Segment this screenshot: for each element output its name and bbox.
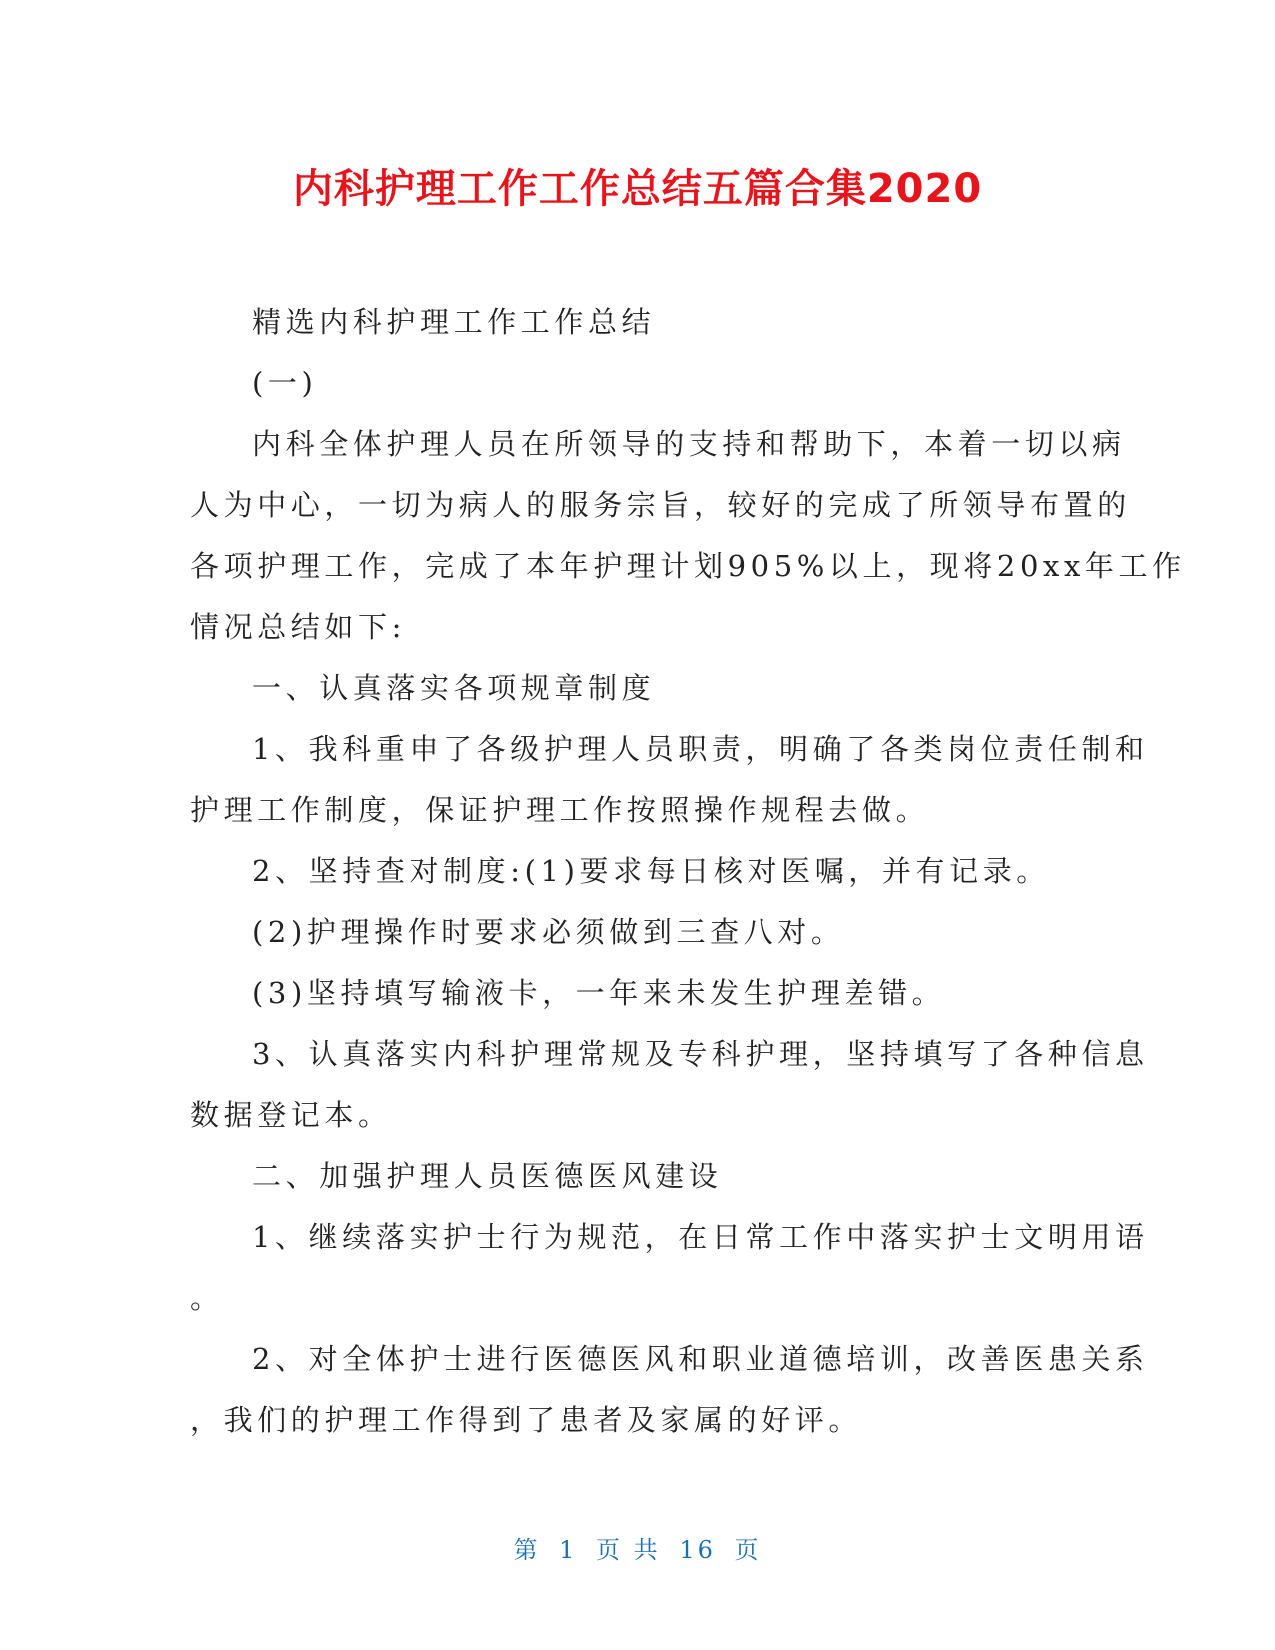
page-footer [0, 1535, 1275, 1565]
document-line: 二、加强护理人员医德医风建设 [252, 1159, 723, 1193]
footer-total-pages: 16 [679, 1536, 716, 1564]
document-line: 护理工作制度，保证护理工作按照操作规程去做。 [190, 793, 930, 827]
document-line: 数据登记本。 [190, 1098, 392, 1132]
document-body [190, 292, 1186, 1451]
document-line: 。 [190, 1281, 224, 1315]
document-line: 内科全体护理人员在所领导的支持和帮助下，本着一切以病 [252, 427, 1126, 461]
footer-page-number: 1 [559, 1536, 578, 1564]
document-line: 精选内科护理工作工作总结 [252, 305, 656, 339]
document-line: 2、对全体护士进行医德医风和职业道德培训，改善医患关系 [252, 1342, 1149, 1376]
document-line: (2)护理操作时要求必须做到三查八对。 [252, 915, 845, 949]
document-line: (3)坚持填写输液卡，一年来未发生护理差错。 [252, 976, 946, 1010]
document-line: 人为中心，一切为病人的服务宗旨，较好的完成了所领导布置的 [190, 488, 1131, 522]
document-line: 一、认真落实各项规章制度 [252, 671, 656, 705]
footer-suffix: 页 [734, 1536, 762, 1564]
document-line: 3、认真落实内科护理常规及专科护理，坚持填写了各种信息 [252, 1037, 1149, 1071]
footer-middle: 页 共 [596, 1536, 661, 1564]
document-line: 情况总结如下: [190, 610, 406, 644]
document-line: 各项护理工作，完成了本年护理计划905%以上，现将20xx年工作 [190, 549, 1186, 583]
footer-prefix: 第 [513, 1536, 541, 1564]
document-line: 1、我科重申了各级护理人员职责，明确了各类岗位责任制和 [252, 732, 1149, 766]
document-line: 2、坚持查对制度:(1)要求每日核对医嘱，并有记录。 [252, 854, 1050, 888]
document-line: ，我们的护理工作得到了患者及家属的好评。 [190, 1403, 863, 1437]
document-line: 1、继续落实护士行为规范，在日常工作中落实护士文明用语 [252, 1220, 1149, 1254]
document-line: (一) [252, 366, 318, 400]
document-title: 内科护理工作工作总结五篇合集2020 [292, 166, 983, 212]
